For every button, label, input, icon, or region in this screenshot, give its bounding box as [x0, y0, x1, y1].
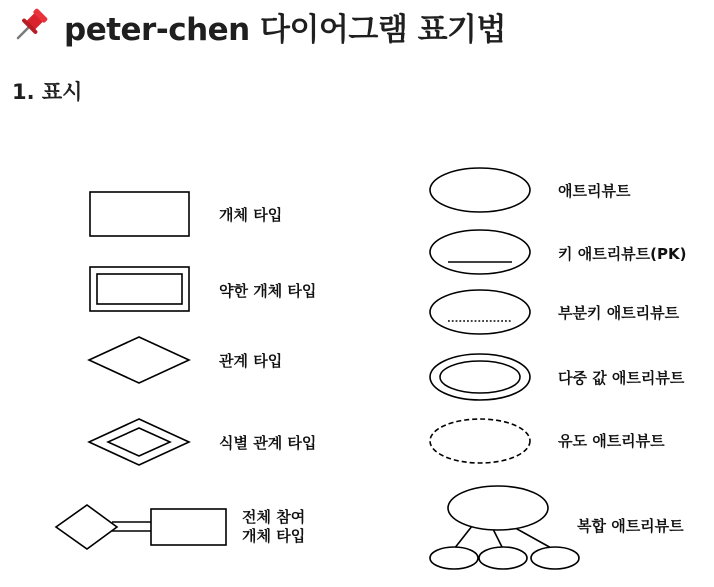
relationship-type-label: 관계 타입 [219, 352, 283, 370]
page-title: peter-chen 다이어그램 표기법 [64, 11, 506, 48]
partial-key-attribute-label: 부분키 애트리뷰트 [558, 304, 680, 322]
composite-attribute-symbol [430, 486, 579, 569]
entity-type-label: 개체 타입 [219, 206, 283, 224]
derived-attribute-symbol [430, 419, 530, 463]
total-participation-label-line1: 전체 참여 [242, 508, 306, 526]
section-heading: 1. 표시 [12, 80, 83, 104]
composite-attribute-label: 복합 애트리뷰트 [577, 517, 684, 535]
identifying-relationship-symbol [89, 419, 189, 465]
derived-attribute-label: 유도 애트리뷰트 [558, 432, 665, 450]
entity-type-symbol [90, 192, 189, 236]
multivalued-attribute-label: 다중 값 애트리뷰트 [558, 369, 685, 387]
relationship-type-symbol [89, 337, 189, 383]
partial-key-attribute-symbol [430, 290, 530, 334]
multivalued-attribute-symbol [430, 354, 530, 400]
identifying-relationship-label: 식별 관계 타입 [219, 434, 317, 452]
key-attribute-symbol [430, 230, 530, 274]
total-participation-symbol [56, 505, 226, 549]
attribute-label: 애트리뷰트 [558, 182, 631, 200]
attribute-symbol [430, 168, 530, 212]
total-participation-label-line2: 개체 타입 [242, 527, 306, 545]
weak-entity-type-symbol [90, 267, 189, 311]
weak-entity-type-label: 약한 개체 타입 [219, 282, 317, 300]
key-attribute-label: 키 애트리뷰트(PK) [558, 245, 687, 263]
